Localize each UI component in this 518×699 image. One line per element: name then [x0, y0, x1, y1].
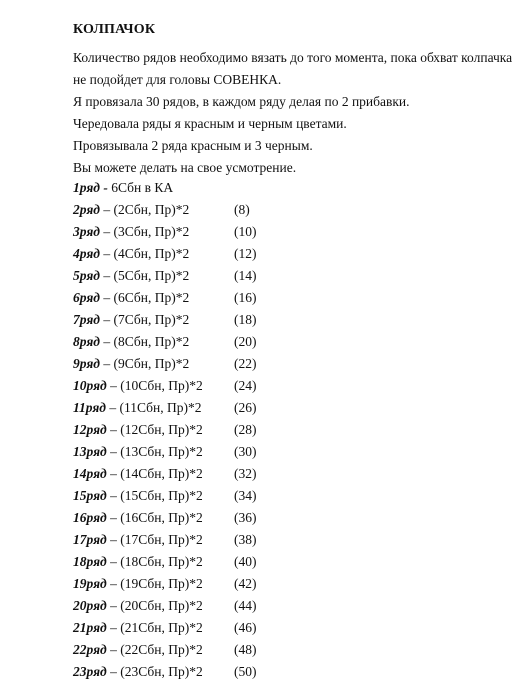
row-label: 2ряд	[73, 202, 100, 217]
row-instruction	[73, 397, 493, 419]
row-pattern: – (6Сбн, Пр)*2	[99, 290, 190, 305]
row-instruction	[73, 353, 493, 375]
row-stitch-count: (30)	[234, 444, 257, 459]
row-label: 22ряд	[73, 642, 107, 657]
row-instruction	[73, 485, 493, 507]
row-stitch-count: (34)	[234, 488, 257, 503]
row-instruction	[73, 639, 493, 661]
row-pattern: – (20Сбн, Пр)*2	[106, 598, 203, 613]
row-label: 8ряд	[73, 334, 100, 349]
row-instruction	[73, 551, 493, 573]
intro-line: Чередовала ряды я красным и черным цветами.	[73, 116, 347, 131]
row-pattern: – (14Сбн, Пр)*2	[106, 466, 203, 481]
row-pattern: – (17Сбн, Пр)*2	[106, 532, 203, 547]
row-stitch-count: (50)	[234, 664, 257, 679]
row-stitch-count: (14)	[234, 268, 257, 283]
row-pattern: – (3Сбн, Пр)*2	[99, 224, 190, 239]
row-stitch-count: (46)	[234, 620, 257, 635]
row-stitch-count: (26)	[234, 400, 257, 415]
row-pattern: 6Сбн в КА	[107, 180, 174, 195]
row-pattern: – (2Сбн, Пр)*2	[99, 202, 190, 217]
row-instruction	[73, 265, 493, 287]
row-label: 5ряд	[73, 268, 100, 283]
row-label: 23ряд	[73, 664, 107, 679]
row-instruction	[73, 287, 493, 309]
row-stitch-count: (48)	[234, 642, 257, 657]
row-stitch-count: (20)	[234, 334, 257, 349]
row-label: 20ряд	[73, 598, 107, 613]
row-stitch-count: (42)	[234, 576, 257, 591]
row-label: 10ряд	[73, 378, 107, 393]
row-pattern: – (15Сбн, Пр)*2	[106, 488, 203, 503]
row-stitch-count: (16)	[234, 290, 257, 305]
row-pattern: – (11Сбн, Пр)*2	[105, 400, 202, 415]
row-stitch-count: (44)	[234, 598, 257, 613]
row-instruction	[73, 617, 493, 639]
row-label: 9ряд	[73, 356, 100, 371]
document-title: КОЛПАЧОК	[73, 22, 156, 37]
intro-line: Вы можете делать на свое усмотрение.	[73, 160, 297, 175]
row-label: 4ряд	[73, 246, 100, 261]
intro-line: Количество рядов необходимо вязать до того момента, пока обхват колпачка	[73, 50, 513, 65]
row-pattern: – (19Сбн, Пр)*2	[106, 576, 203, 591]
row-instruction	[73, 221, 493, 243]
intro-line: не подойдет для головы СОВЕНКА.	[73, 72, 282, 87]
row-stitch-count: (28)	[234, 422, 257, 437]
row-label: 1ряд -	[73, 180, 108, 195]
row-label: 15ряд	[73, 488, 107, 503]
row-instructions-list	[73, 177, 493, 683]
row-instruction	[73, 595, 493, 617]
row-instruction	[73, 463, 493, 485]
row-stitch-count: (22)	[234, 356, 257, 371]
row-instruction	[73, 661, 493, 683]
row-instruction	[73, 375, 493, 397]
row-stitch-count: (24)	[234, 378, 257, 393]
row-pattern: – (21Сбн, Пр)*2	[106, 620, 203, 635]
row-instruction	[73, 573, 493, 595]
row-pattern: – (13Сбн, Пр)*2	[106, 444, 203, 459]
row-stitch-count: (32)	[234, 466, 257, 481]
row-pattern: – (18Сбн, Пр)*2	[106, 554, 203, 569]
row-label: 18ряд	[73, 554, 107, 569]
row-stitch-count: (40)	[234, 554, 257, 569]
row-instruction	[73, 309, 493, 331]
row-label: 11ряд	[73, 400, 106, 415]
row-label: 19ряд	[73, 576, 107, 591]
row-label: 12ряд	[73, 422, 107, 437]
row-stitch-count: (8)	[234, 202, 250, 217]
row-label: 6ряд	[73, 290, 100, 305]
row-label: 17ряд	[73, 532, 107, 547]
row-label: 14ряд	[73, 466, 107, 481]
row-stitch-count: (12)	[234, 246, 257, 261]
row-instruction	[73, 177, 493, 199]
row-instruction	[73, 243, 493, 265]
row-pattern: – (5Сбн, Пр)*2	[99, 268, 190, 283]
row-label: 16ряд	[73, 510, 107, 525]
row-pattern: – (12Сбн, Пр)*2	[106, 422, 203, 437]
row-label: 3ряд	[73, 224, 100, 239]
intro-paragraph	[73, 47, 513, 179]
row-instruction	[73, 441, 493, 463]
row-instruction	[73, 199, 493, 221]
row-label: 7ряд	[73, 312, 100, 327]
row-stitch-count: (36)	[234, 510, 257, 525]
row-stitch-count: (38)	[234, 532, 257, 547]
row-instruction	[73, 507, 493, 529]
row-pattern: – (8Сбн, Пр)*2	[99, 334, 190, 349]
row-instruction	[73, 529, 493, 551]
row-pattern: – (4Сбн, Пр)*2	[99, 246, 190, 261]
intro-line: Я провязала 30 рядов, в каждом ряду делая по 2 прибавки.	[73, 94, 410, 109]
intro-line: Провязывала 2 ряда красным и 3 черным.	[73, 138, 313, 153]
row-instruction	[73, 331, 493, 353]
row-stitch-count: (10)	[234, 224, 257, 239]
row-pattern: – (16Сбн, Пр)*2	[106, 510, 203, 525]
row-pattern: – (23Сбн, Пр)*2	[106, 664, 203, 679]
row-label: 21ряд	[73, 620, 107, 635]
row-instruction	[73, 419, 493, 441]
row-pattern: – (10Сбн, Пр)*2	[106, 378, 203, 393]
row-label: 13ряд	[73, 444, 107, 459]
row-pattern: – (9Сбн, Пр)*2	[99, 356, 190, 371]
row-pattern: – (7Сбн, Пр)*2	[99, 312, 190, 327]
row-pattern: – (22Сбн, Пр)*2	[106, 642, 203, 657]
row-stitch-count: (18)	[234, 312, 257, 327]
